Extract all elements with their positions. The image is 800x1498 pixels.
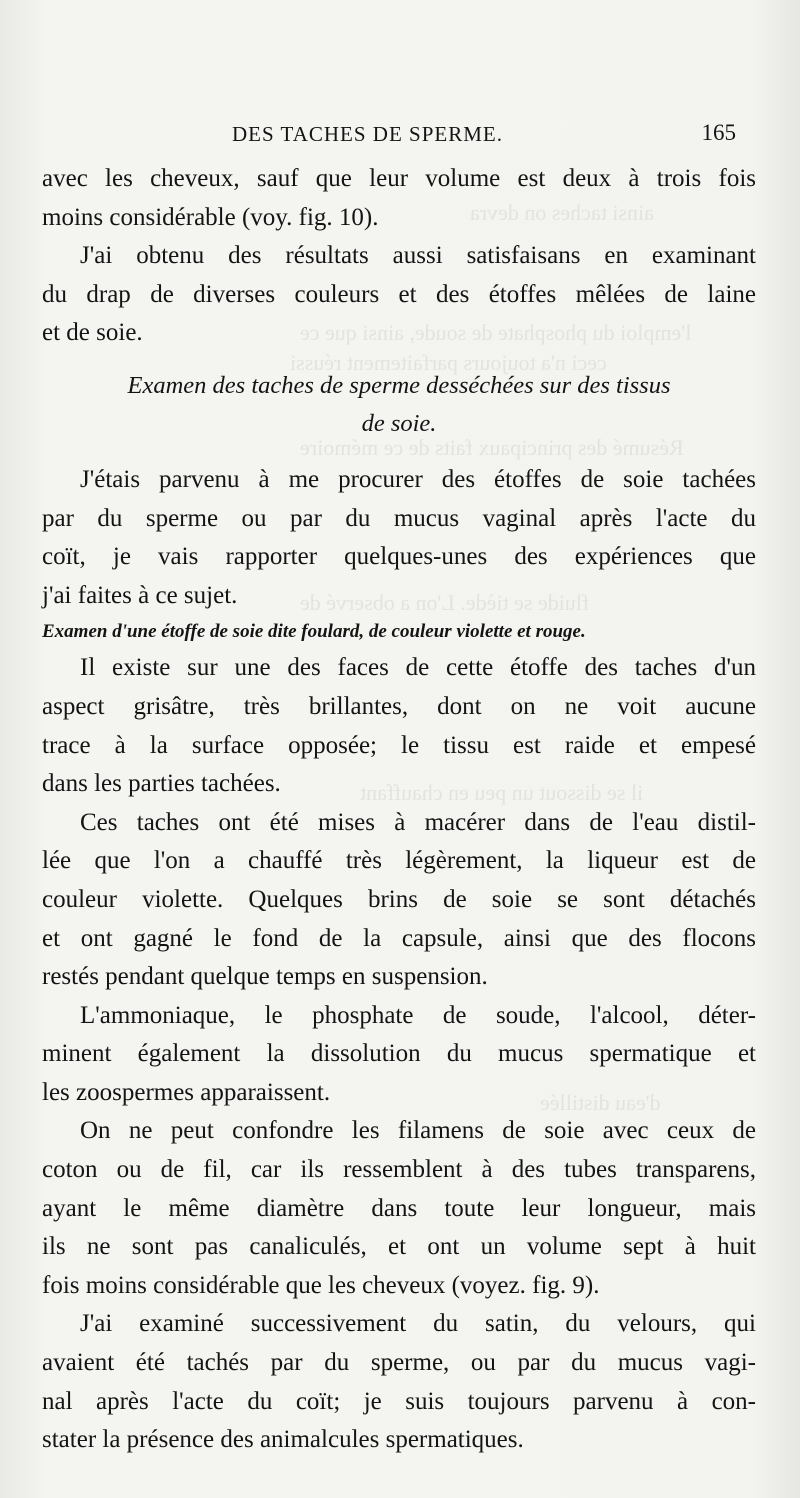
text-line: j'ai faites à ce sujet.	[42, 581, 238, 609]
show-through-text: Résumé des principaux faits de ce mémoire	[300, 435, 684, 460]
page-number: 165	[701, 120, 736, 145]
text-line: coton ou de fil, car ils ressemblent à des tubes transparens,	[42, 1156, 756, 1184]
paragraph	[42, 804, 756, 997]
text-line: aspect grisâtre, très brillantes, dont on ne voit aucune	[42, 692, 756, 720]
paragraph	[42, 997, 756, 1113]
text-line: ils ne sont pas canaliculés, et ont un volume sept à huit	[42, 1233, 756, 1261]
running-title: DES TACHES DE SPERME.	[232, 122, 503, 146]
paragraph	[42, 649, 756, 803]
text-line: nal après l'acte du coït; je suis toujours parvenu à con-	[42, 1387, 756, 1415]
text-line: Il existe sur une des faces de cette étoffe des taches d'un	[80, 654, 756, 682]
text-line: dans les parties tachées.	[42, 770, 281, 798]
text-line: L'ammoniaque, le phosphate de soude, l'alcool, déter-	[80, 1001, 756, 1029]
paragraph	[42, 461, 756, 615]
text-line: du drap de diverses couleurs et des étoffes mêlées de laine	[42, 280, 756, 308]
text-line: trace à la surface opposée; le tissu est raide et empesé	[42, 731, 756, 759]
text-line: stater la présence des animalcules spermatiques.	[42, 1426, 524, 1454]
show-through-text: fluide se tiède. L'on a observé de	[300, 590, 590, 615]
page-body	[42, 160, 756, 1460]
text-line: ayant le même diamètre dans toute leur longueur, mais	[42, 1194, 756, 1222]
text-line: restés pendant quelque temps en suspension.	[42, 963, 488, 991]
text-line: J'ai examiné successivement du satin, du velours, qui	[80, 1310, 756, 1338]
show-through-text: ainsi taches on devra	[470, 200, 654, 225]
section-heading	[42, 367, 756, 443]
paragraph	[42, 1305, 756, 1459]
text-line: avec les cheveux, sauf que leur volume est deux à trois fois	[42, 165, 756, 192]
text-line: J'ai obtenu des résultats aussi satisfaisans en examinant	[80, 242, 756, 270]
text-line: coït, je vais rapporter quelques-unes des expériences que	[42, 543, 756, 571]
subsection-heading: Examen d'une étoffe de soie dite foulard, de couleur violette et rouge.	[42, 621, 586, 643]
heading-line: Examen des taches de sperme desséchées sur des tissus	[127, 371, 671, 399]
text-line: lée que l'on a chauffé très légèrement, la liqueur est de	[42, 847, 756, 875]
text-line: minent également la dissolution du mucus spermatique et	[42, 1040, 756, 1068]
text-line: J'étais parvenu à me procurer des étoffes de soie tachées	[80, 465, 756, 493]
text-line: les zoospermes apparaissent.	[42, 1078, 331, 1106]
text-line: On ne peut confondre les filamens de soie avec ceux de	[80, 1117, 756, 1145]
text-line: et de soie.	[42, 319, 143, 347]
heading-line: de soie.	[361, 409, 437, 437]
page-header	[40, 118, 740, 152]
show-through-text: d'eau distillée	[540, 1090, 661, 1115]
paragraph	[42, 237, 756, 353]
text-line: et ont gagné le fond de la capsule, ainsi que des flocons	[42, 924, 756, 952]
text-line: moins considérable (voy. fig. 10).	[42, 203, 379, 231]
show-through-text: l'emploi du phosphate de soude, ainsi que ce	[300, 320, 692, 345]
text-line: fois moins considérable que les cheveux (voyez. fig. 9).	[42, 1271, 600, 1299]
text-line: par du sperme ou par du mucus vaginal après l'acte du	[42, 504, 756, 532]
show-through-text: ceci n'a toujours parfaitement réussi	[290, 350, 607, 375]
paragraph	[42, 1112, 756, 1305]
text-line: Ces taches ont été mises à macérer dans de l'eau distil-	[80, 808, 756, 836]
text-line: avaient été tachés par du sperme, ou par du mucus vagi-	[42, 1349, 756, 1377]
text-line: couleur violette. Quelques brins de soie se sont détachés	[42, 885, 756, 913]
paragraph-continued	[42, 160, 756, 237]
show-through-text: il se dissout un peu en chauffant	[360, 780, 644, 805]
